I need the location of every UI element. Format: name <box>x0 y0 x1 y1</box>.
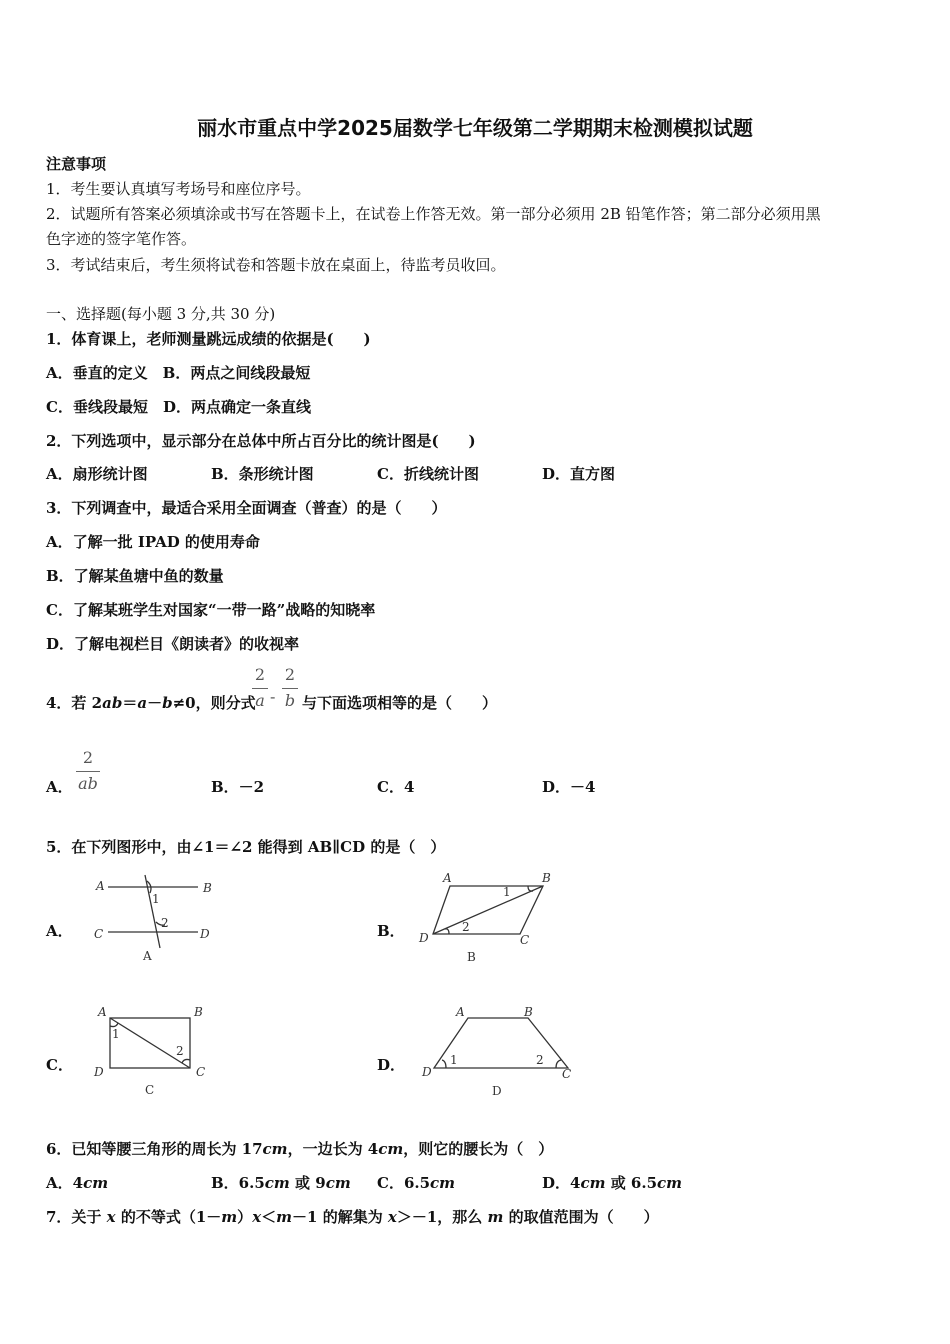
q5-figure-a <box>90 870 225 965</box>
q6-option-c-value: C．6.5 <box>377 1174 431 1192</box>
transversal-line <box>145 875 160 948</box>
q4-option-a-label: A． <box>46 778 73 796</box>
q7-part2: 的不等式（1－ <box>115 1208 222 1226</box>
notice-heading: 注意事项 <box>46 155 107 173</box>
q7-part6: ＞－1，那么 <box>396 1208 488 1226</box>
notice-item-2: 2．试题所有答案必须填涂或书写在答题卡上，在试卷上作答无效。第一部分必须用 2B 铅笔作答；第二部分必须用黑 <box>46 205 821 223</box>
q7-var-m: m <box>487 1208 504 1226</box>
q5-option-d-label: D． <box>377 1056 406 1074</box>
q2-option-b: B．条形统计图 <box>211 465 314 483</box>
angle-1-label: 1 <box>152 892 160 906</box>
fraction-bar <box>252 688 268 689</box>
q4-stem-minus: － <box>147 694 163 712</box>
q6-option-d <box>542 1172 682 1193</box>
q6-unit-1: cm <box>262 1140 288 1158</box>
q7-part5: －1 的解集为 <box>292 1208 388 1226</box>
q1-stem: 1．体育课上，老师测量跳远成绩的依据是( ) <box>46 330 371 348</box>
q3-option-c: C．了解某班学生对国家“一带一路”战略的知晓率 <box>46 601 376 619</box>
label-d: D <box>422 1065 432 1079</box>
label-c: C <box>520 933 530 947</box>
q7-part3: ） <box>237 1208 253 1226</box>
label-a: A <box>443 871 452 885</box>
angle-1-label: 1 <box>503 885 511 899</box>
label-c: C <box>562 1067 572 1081</box>
q6-option-b-unit-1: cm <box>264 1174 290 1192</box>
q5-figure-d <box>418 1000 578 1100</box>
q6-option-c-unit: cm <box>430 1174 456 1192</box>
q4-stem-tail: 与下面选项相等的是（ ） <box>302 694 498 712</box>
q7-part4: ＜ <box>261 1208 277 1226</box>
label-d: D <box>419 931 429 945</box>
q7-var-x: x <box>387 1208 397 1226</box>
q7-var-m: m <box>276 1208 293 1226</box>
figure-caption: A <box>143 949 152 963</box>
q4-stem <box>46 692 256 713</box>
angle-2-label: 2 <box>161 916 169 930</box>
angle-1-label: 1 <box>450 1053 458 1067</box>
q4-var-b: b <box>162 694 173 712</box>
page-title: 丽水市重点中学2025届数学七年级第二学期期末检测模拟试题 <box>197 116 753 140</box>
q2-stem: 2．下列选项中，显示部分在总体中所占百分比的统计图是( ) <box>46 432 476 450</box>
angle-2-label: 2 <box>536 1053 544 1067</box>
figure-caption: D <box>492 1084 502 1098</box>
figure-caption: B <box>467 950 476 964</box>
q6-option-b-value: B．6.5 <box>211 1174 265 1192</box>
label-b: B <box>524 1005 533 1019</box>
q2-option-d: D．直方图 <box>542 465 616 483</box>
label-b: B <box>194 1005 203 1019</box>
angle-1-label: 1 <box>112 1027 120 1041</box>
fraction-numerator: 2 <box>82 748 94 767</box>
label-b: B <box>542 871 551 885</box>
q6-option-d-unit-1: cm <box>580 1174 606 1192</box>
fraction-denominator: ab <box>78 774 98 793</box>
q6-option-a-value: A．4 <box>46 1174 84 1192</box>
q4-var-ab: ab <box>102 694 123 712</box>
q5-figure-c <box>90 1000 220 1100</box>
q6-option-b-value-2: 或 9 <box>289 1174 326 1192</box>
q4-option-b: B．－2 <box>211 778 265 796</box>
notice-item-1: 1．考生要认真填写考场号和座位序号。 <box>46 180 311 198</box>
q3-stem: 3．下列调查中，最适合采用全面调查（普查）的是（ ） <box>46 499 447 517</box>
angle-2-arc <box>182 1059 190 1063</box>
q6-stem-part3: ，则它的腰长为（ ） <box>403 1140 554 1158</box>
q7-var-x: x <box>252 1208 262 1226</box>
angle-2-label: 2 <box>176 1044 184 1058</box>
q6-option-d-value: D．4 <box>542 1174 581 1192</box>
q4-fraction-2-over-a <box>252 665 268 713</box>
angle-2-label: 2 <box>462 920 470 934</box>
label-a: A <box>98 1005 107 1019</box>
label-c: C <box>196 1065 206 1079</box>
q5-option-c-label: C． <box>46 1056 73 1074</box>
q2-option-a: A．扇形统计图 <box>46 465 148 483</box>
angle-2-arc <box>445 929 449 934</box>
fraction-numerator: 2 <box>284 665 296 684</box>
label-b: B <box>203 881 212 895</box>
q7-stem <box>46 1206 659 1227</box>
angle-2-arc <box>556 1060 561 1068</box>
q3-option-a: A．了解一批 IPAD 的使用寿命 <box>46 533 260 551</box>
notice-item-2-cont: 色字迹的签字笔作答。 <box>46 230 197 248</box>
q4-stem-pre: 4．若 2 <box>46 694 103 712</box>
q4-option-a-fraction <box>76 748 100 796</box>
q4-fraction-minus: - <box>270 687 276 706</box>
q4-var-a: a <box>137 694 148 712</box>
q6-option-d-value-2: 或 6.5 <box>605 1174 658 1192</box>
q4-fraction-2-over-b <box>282 665 298 713</box>
q1-options-ab: A．垂直的定义 B．两点之间线段最短 <box>46 364 311 382</box>
label-a: A <box>96 879 105 893</box>
label-a: A <box>456 1005 465 1019</box>
q5-figure-b <box>415 866 560 966</box>
section-heading: 一、选择题(每小题 3 分,共 30 分) <box>46 305 276 323</box>
fraction-numerator: 2 <box>254 665 266 684</box>
q5-option-b-label: B． <box>377 922 405 940</box>
notice-item-3: 3．考试结束后，考生须将试卷和答题卡放在桌面上，待监考员收回。 <box>46 256 506 274</box>
q6-option-b-unit-2: cm <box>325 1174 351 1192</box>
q7-var-x: x <box>106 1208 116 1226</box>
label-d: D <box>94 1065 104 1079</box>
diagonal-db <box>433 886 543 934</box>
q3-option-d: D．了解电视栏目《朗读者》的收视率 <box>46 635 300 653</box>
diagonal-ac <box>110 1018 190 1068</box>
q2-option-c: C．折线统计图 <box>377 465 479 483</box>
q5-stem: 5．在下列图形中，由∠1＝∠2 能得到 AB∥CD 的是（ ） <box>46 838 446 856</box>
q6-stem-part2: ，一边长为 4 <box>287 1140 379 1158</box>
q4-option-c: C．4 <box>377 778 415 796</box>
label-c: C <box>94 927 104 941</box>
fraction-denominator: a <box>255 691 265 710</box>
fraction-denominator: b <box>284 691 296 710</box>
q6-stem <box>46 1138 553 1159</box>
q7-part1: 7．关于 <box>46 1208 107 1226</box>
q6-option-a <box>46 1172 108 1193</box>
q6-unit-2: cm <box>378 1140 404 1158</box>
q5-option-a-label: A． <box>46 922 73 940</box>
q4-stem-eq: ＝ <box>122 694 138 712</box>
q7-part7: 的取值范围为（ ） <box>503 1208 659 1226</box>
fraction-bar <box>76 771 100 772</box>
q6-option-d-unit-2: cm <box>657 1174 683 1192</box>
q4-stem-post: ≠0，则分式 <box>172 694 256 712</box>
q6-option-b <box>211 1172 351 1193</box>
label-d: D <box>200 927 210 941</box>
angle-1-arc <box>442 1060 446 1068</box>
q6-option-a-unit: cm <box>83 1174 109 1192</box>
q6-stem-part1: 6．已知等腰三角形的周长为 17 <box>46 1140 263 1158</box>
q3-option-b: B．了解某鱼塘中鱼的数量 <box>46 567 224 585</box>
figure-caption: C <box>145 1083 155 1097</box>
q4-option-d: D．－4 <box>542 778 596 796</box>
q1-options-cd: C．垂线段最短 D．两点确定一条直线 <box>46 398 311 416</box>
q7-var-m: m <box>221 1208 238 1226</box>
q6-option-c <box>377 1172 455 1193</box>
fraction-bar <box>282 688 298 689</box>
